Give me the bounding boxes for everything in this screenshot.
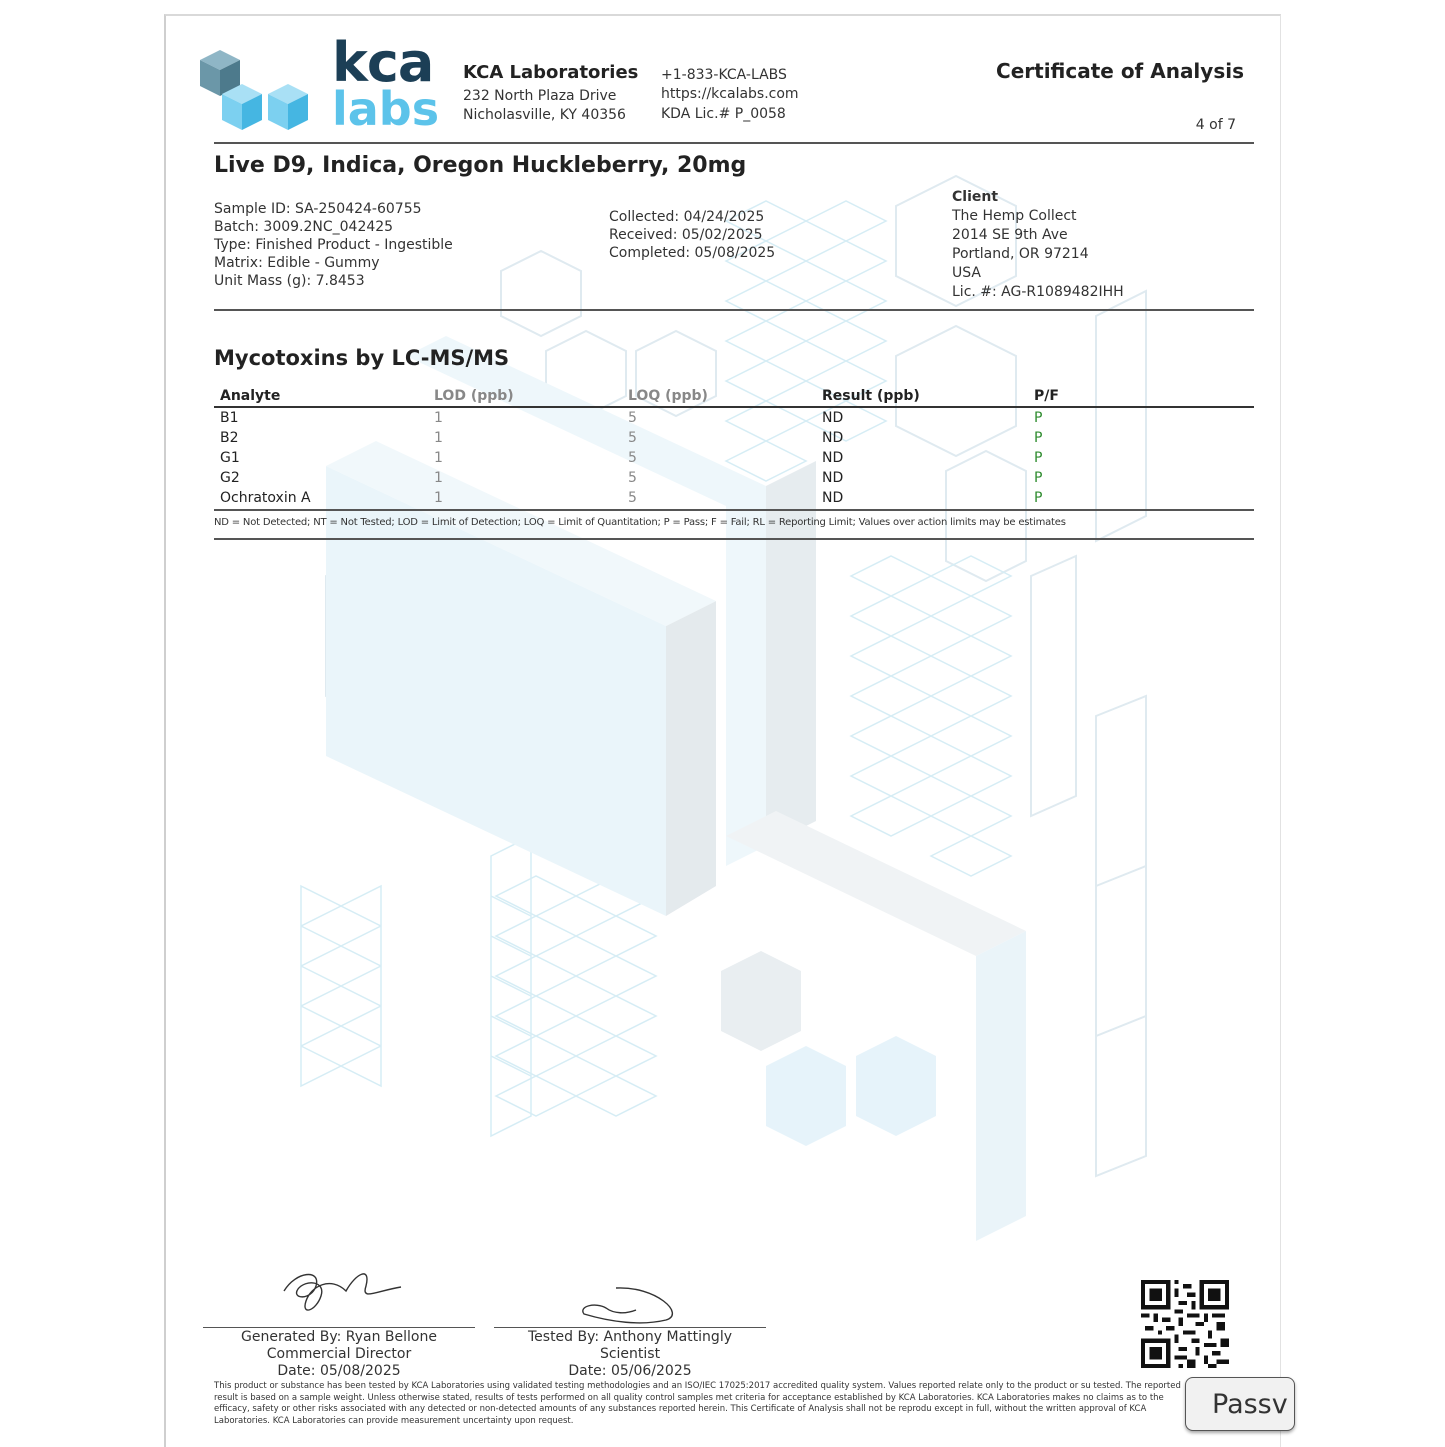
generated-by-title: Commercial Director — [266, 1346, 412, 1362]
lab-phone: +1-833-KCA-LABS — [661, 67, 787, 83]
sample-id: Sample ID: SA-250424-60755 — [214, 201, 422, 217]
completed-date: Completed: 05/08/2025 — [609, 245, 776, 261]
loq-cell: 5 — [628, 470, 637, 486]
result-cell: ND — [822, 450, 844, 466]
loq-cell: 5 — [628, 490, 637, 506]
column-header-loq: LOQ (ppb) — [622, 386, 816, 407]
client-street: 2014 SE 9th Ave — [952, 227, 1068, 243]
password-button[interactable]: Passv — [1185, 1377, 1295, 1431]
lod-cell: 1 — [434, 410, 443, 426]
header-divider — [214, 142, 1254, 144]
table-header-row — [214, 386, 1254, 407]
analyte-cell: G1 — [220, 450, 240, 466]
table-bottom-rule — [214, 509, 1254, 511]
lod-cell: 1 — [434, 470, 443, 486]
pass-fail-cell: P — [1034, 430, 1043, 446]
logo-wordmark-kca: kca — [332, 31, 434, 94]
table-row — [214, 488, 1254, 508]
product-type: Type: Finished Product - Ingestible — [214, 237, 453, 253]
client-info — [952, 188, 1124, 302]
result-cell: ND — [822, 470, 844, 486]
page-indicator: 4 of 7 — [1195, 117, 1236, 133]
lab-license: KDA Lic.# P_0058 — [661, 106, 786, 122]
legal-disclaimer: This product or substance has been tested by KCA Laboratories using validated testing methodologies and an ISO/IEC 17025:2017 accredited quality system. Values reported relate only to the product or su tested. The reported result is based on a sample weight. Unless otherwise stated, results of tests performed on all quality control samples met criteria for acceptance established by KCA Laboratories. KCA Laboratories makes no claims as to the efficacy, safety or other risks associated with any detected or non-detected amounts of any substances reported herein. This Certificate of Analysis shall not be reprodu except in full, without the written approval of KCA Laboratories. KCA Laboratories can provide measurement uncertainty upon request. — [214, 1381, 1181, 1426]
batch: Batch: 3009.2NC_042425 — [214, 219, 394, 235]
column-header-pass-fail: P/F — [1028, 386, 1254, 407]
analyte-cell: G2 — [220, 470, 240, 486]
result-cell: ND — [822, 430, 844, 446]
client-name: The Hemp Collect — [952, 208, 1077, 224]
client-license: Lic. #: AG-R1089482IHH — [952, 284, 1124, 300]
lod-cell: 1 — [434, 450, 443, 466]
lab-address-line1: 232 North Plaza Drive — [463, 88, 617, 104]
document-title: Certificate of Analysis — [996, 59, 1244, 83]
tested-by-title: Scientist — [599, 1346, 661, 1362]
column-header-lod: LOD (ppb) — [428, 386, 622, 407]
lab-website: https://kcalabs.com — [661, 86, 799, 102]
dates-info — [609, 208, 775, 262]
pass-fail-cell: P — [1034, 410, 1043, 426]
generated-by-name: Generated By: Ryan Bellone — [241, 1329, 437, 1345]
table-row — [214, 407, 1254, 428]
loq-cell: 5 — [628, 410, 637, 426]
pass-fail-cell: P — [1034, 490, 1043, 506]
tested-by-name: Tested By: Anthony Mattingly — [527, 1329, 732, 1345]
analyte-cell: B2 — [220, 430, 239, 446]
result-cell: ND — [822, 490, 844, 506]
results-table — [214, 386, 1254, 508]
logo-wordmark-labs: labs — [332, 82, 440, 136]
loq-cell: 5 — [628, 430, 637, 446]
analyte-cell: B1 — [220, 410, 239, 426]
table-row — [214, 448, 1254, 468]
signature-line-tested — [494, 1327, 766, 1328]
column-header-result: Result (ppb) — [816, 386, 1028, 407]
collected-date: Collected: 04/24/2025 — [609, 209, 765, 225]
matrix: Matrix: Edible - Gummy — [214, 255, 380, 271]
info-divider — [214, 309, 1254, 311]
client-country: USA — [952, 265, 981, 281]
result-cell: ND — [822, 410, 844, 426]
footnote-divider — [214, 538, 1254, 540]
lod-cell: 1 — [434, 490, 443, 506]
client-heading: Client — [952, 189, 999, 205]
lab-name: KCA Laboratories — [463, 62, 639, 83]
sample-info — [214, 200, 453, 290]
column-header-analyte: Analyte — [214, 386, 428, 407]
unit-mass: Unit Mass (g): 7.8453 — [214, 273, 365, 289]
tested-by-date: Date: 05/06/2025 — [568, 1363, 692, 1379]
signature-line-generated — [203, 1327, 475, 1328]
signature-ryan-bellone-icon — [276, 1261, 406, 1321]
analyte-cell: Ochratoxin A — [220, 490, 311, 506]
lab-address-line2: Nicholasville, KY 40356 — [463, 107, 626, 123]
client-city: Portland, OR 97214 — [952, 246, 1089, 262]
generated-by-date: Date: 05/08/2025 — [277, 1363, 401, 1379]
lod-cell: 1 — [434, 430, 443, 446]
qr-code-icon — [1141, 1280, 1229, 1368]
generated-by-block — [203, 1329, 475, 1380]
loq-cell: 5 — [628, 450, 637, 466]
table-row — [214, 468, 1254, 488]
signature-anthony-mattingly-icon — [576, 1284, 686, 1326]
table-row — [214, 428, 1254, 448]
pass-fail-cell: P — [1034, 470, 1043, 486]
received-date: Received: 05/02/2025 — [609, 227, 763, 243]
section-title: Mycotoxins by LC-MS/MS — [214, 346, 510, 370]
pass-fail-cell: P — [1034, 450, 1043, 466]
product-title: Live D9, Indica, Oregon Huckleberry, 20mg — [214, 153, 747, 178]
certificate-page — [164, 14, 1281, 1447]
table-footnote: ND = Not Detected; NT = Not Tested; LOD = Limit of Detection; LOQ = Limit of Quantitation; P = Pass; F = Fail; RL = Reporting Limit; Values over action limits may be estimates — [214, 517, 1066, 528]
tested-by-block — [494, 1329, 766, 1380]
